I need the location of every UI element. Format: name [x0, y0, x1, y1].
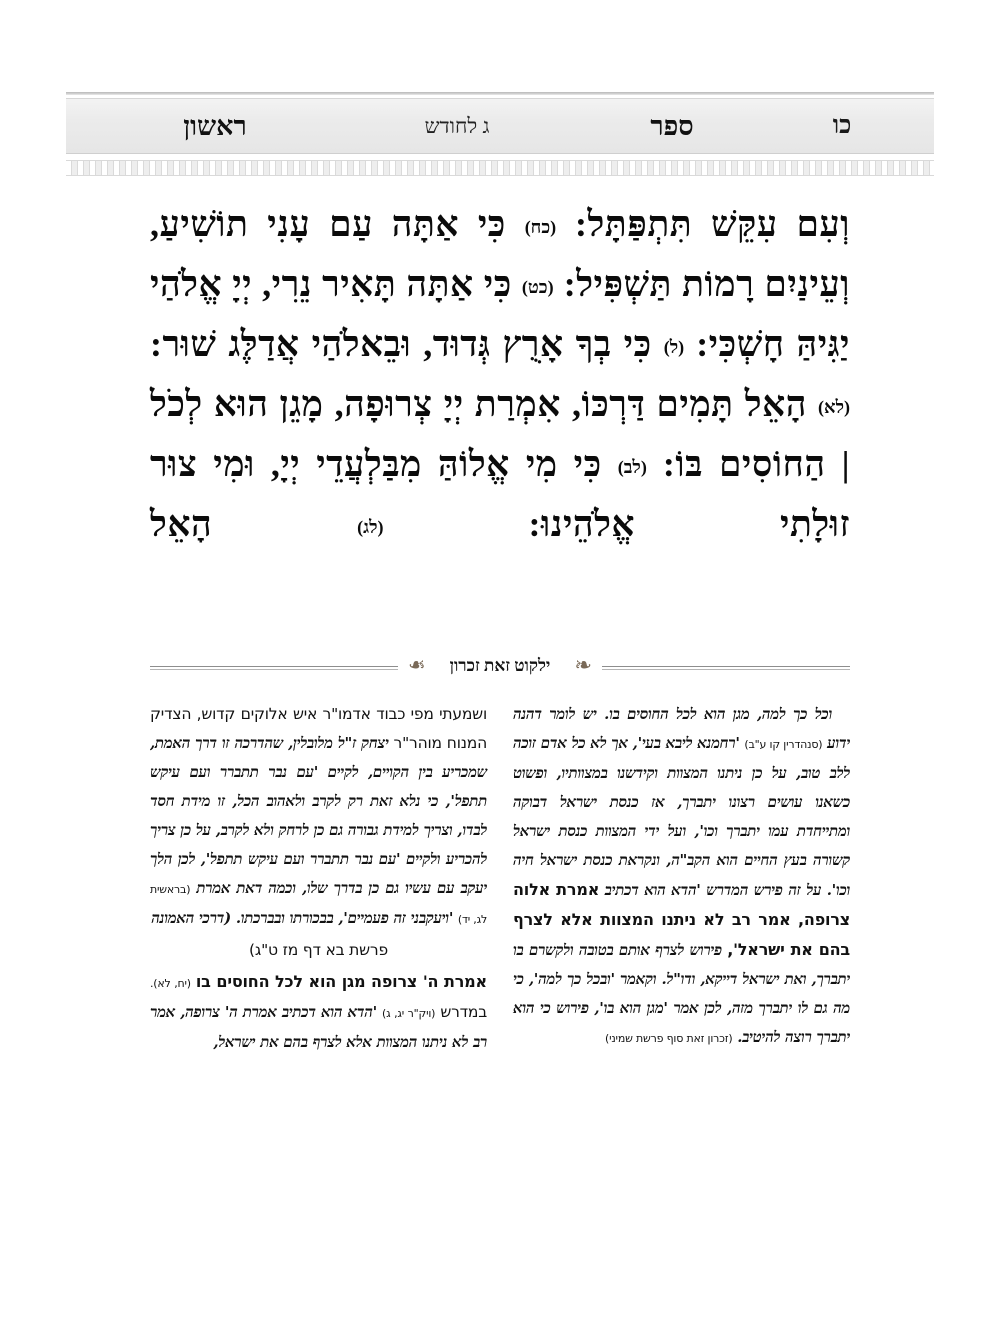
- commentary-area: [150, 700, 850, 1260]
- verse-text: הָאֵל תָּמִים דַּרְכּוֹ, אִמְרַת יְיָ צְרוּפָה, מָגֵן הוּא לְכֹל | הַחוֹסִים בּוֹ:: [150, 384, 851, 484]
- folio-number: כו: [832, 112, 852, 139]
- commentary-source-ref: (סנהדרין קו ע"ב): [744, 738, 823, 751]
- commentary-source-ref: (יח, לא).: [150, 977, 191, 990]
- verse-text: הָאֵל: [150, 504, 213, 544]
- divider-title: ילקוט זאת זכרון: [449, 656, 551, 675]
- flourish-ornament-left: ❧: [408, 652, 426, 677]
- scripture-body: [150, 196, 850, 556]
- commentary-rashi-run: 'הדא הוא דכתיב אמרת ה' צרופה, אמר רב לא ניתנו המצוות אלא לצרף בהם את ישראל,: [150, 1003, 487, 1051]
- commentary-rashi-run: 'רחמנא ליבא בעי', אך לא כל אדם זוכה ללב טוב, על כן ניתנו המצוות וקידשנו במצוותיו, ופשוט כשאנו עושים רצונו יתברך, אז כנסת ישראל דבוקה ומתייחדת עמו יתברך וכו', ועל ידי המצוות כנסת ישראל קשורה בעץ החיים הוא הקב"ה, ונקראת כנסת ישראל חיה וכו'.: [513, 734, 851, 899]
- commentary-square-run: פרשת בא דף מז ט"ג): [249, 941, 388, 959]
- verse-number: (לב): [617, 457, 647, 477]
- commentary-source-ref: (זכרון זאת סוף פרשת שמיני): [605, 1032, 733, 1045]
- verse-text: כִּי אַתָּה תָּאִיר נֵרִי, יְיָ אֱלֹהַי יַגִּיהַּ חָשְׁכִּי:: [150, 264, 851, 364]
- commentary-square-run: ושמעתי מפי כבוד אדמו"ר איש אלוקים קדוש, הצדיק המנוח מוהר"ר: [150, 705, 488, 752]
- divider-rule-right: [602, 666, 850, 667]
- verse-text: כִּי מִי אֱלוֹהַּ מִבַּלְעֲדֵי יְיָ, וּמִי צוּר זוּלָתִי אֱלֹהֵינוּ:: [150, 444, 851, 544]
- header-bead-rule: [66, 160, 934, 176]
- commentary-lemma: אמרת אלוה צרופה, אמר רב לא ניתנו המצוות אלא לצרף בהם את ישראל',: [513, 880, 850, 959]
- flourish-ornament-right: ❧: [574, 652, 592, 677]
- commentary-rashi-run: וכל כך למה, מגן הוא לכל החוסים בו. יש לומר דהנה ידוע: [513, 705, 851, 752]
- commentary-source-ref: (בראשית לג, יד): [150, 883, 487, 926]
- commentary-square-run: במדרש: [440, 1003, 488, 1021]
- verse-text: כִּי בְךָ אָרֻץ גְּדוּד, וּבֵאלֹהַי אֲדַלֶּג שׁוּר:: [150, 324, 652, 364]
- commentary-source-ref: (ויק"ר יג, ג): [382, 1007, 436, 1020]
- page-header: [66, 92, 934, 176]
- header-top-rule: [66, 92, 934, 95]
- commentary-paragraph: [150, 700, 487, 934]
- verse-number: (כט): [521, 277, 554, 297]
- header-sefer-label: ספר: [650, 110, 694, 141]
- commentary-column-right: [150, 700, 487, 1260]
- commentary-paragraph: [513, 700, 850, 1053]
- verse-text: וְעִם עִקֵּשׁ תִּתְפַּתָּל:: [574, 204, 851, 244]
- header-day-of-month: ג לחודש: [424, 113, 490, 138]
- commentary-rashi-run: פירוש לצרף אותם בטובה ולקשרם בו יתברך, ואת ישראל דייקא, ודו"ל. וקאמר 'ובכל כך למה', כי מה גם לו יתברך מזה, לכן אמר 'מגן הוא בו', פירוש כי הוא יתברך רוצה להיטיב.: [513, 941, 850, 1046]
- divider-rule-left: [150, 666, 398, 667]
- verse-number: (לג): [357, 517, 384, 537]
- commentary-rashi-run: 'ויעקבני זה פעמיים', בבכורתו ובברכתו. (דרכי האמונה: [151, 909, 454, 927]
- commentary-rashi-run: על זה פירש המדרש 'הדא הוא דכתיב: [604, 881, 822, 899]
- header-bar: [66, 98, 934, 154]
- verse-text: כִּי אַתָּה עַם עָנִי תוֹשִׁיעַ, וְעֵינַיִם רָמוֹת תַּשְׁפִּיל:: [150, 204, 851, 304]
- verse-number: (ל): [663, 337, 685, 357]
- commentary-paragraph: [150, 967, 487, 1057]
- header-section-label: ראשון: [183, 110, 247, 141]
- section-divider: [150, 648, 850, 684]
- commentary-paragraph: [150, 936, 487, 965]
- verse-number: (כח): [524, 217, 557, 237]
- commentary-rashi-run: יצחק ז"ל מלובלין, שהדרכה זו דרך האמת, שמכריע בין הקויים, לקיים 'עם נבר תתברר ועם עיקש תתפל', כי נלא זאת רק לקרב ולאהוב הכל, זו מידת חסד לבדו, וצריך למידת גבורה גם כן לרחק ולא לקרב, על כן צריך להכריע ולקיים 'עם נבר תתברר ועם עיקש תתפל', לכן הלך יעקב עם עשיו גם כן בדרך שלו, וכמה דאת אמרת: [150, 734, 487, 897]
- commentary-lemma: אמרת ה' צרופה מגן הוא לכל החוסים בו: [195, 972, 487, 991]
- commentary-column-left: [513, 700, 850, 1260]
- verse-number: (לא): [818, 397, 851, 417]
